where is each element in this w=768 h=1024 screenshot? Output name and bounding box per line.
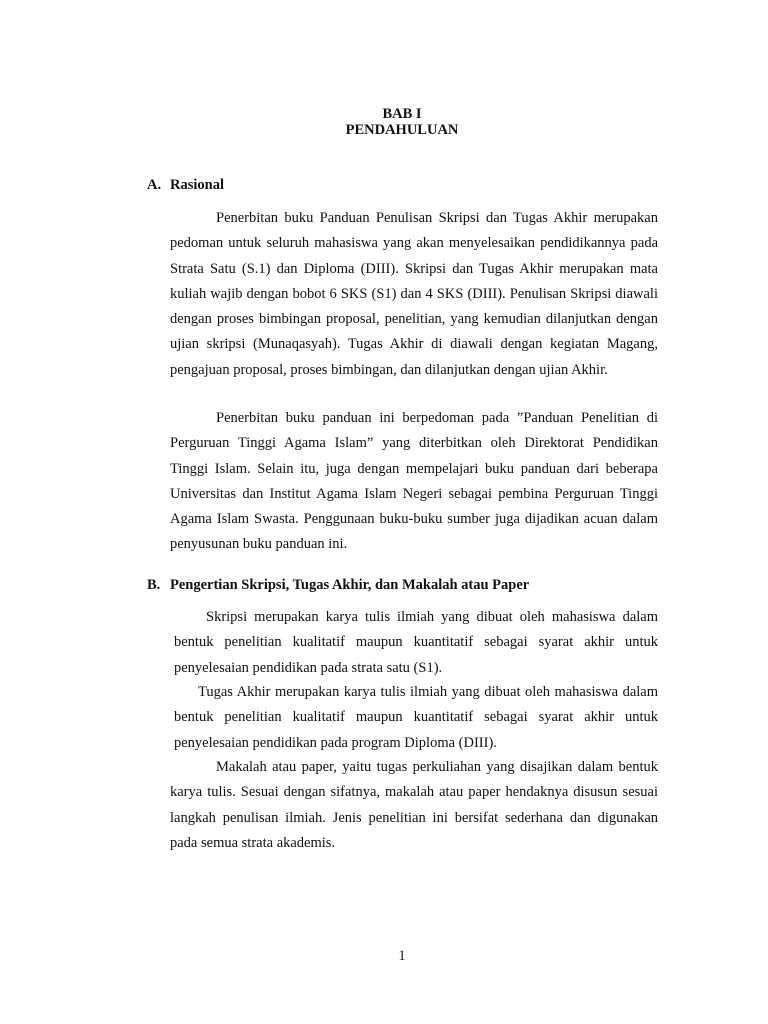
paragraph: Makalah atau paper, yaitu tugas perkuliahan yang disajikan dalam bentuk karya tulis. Sesuai dengan sifatnya, makalah atau paper hendaknya disusun sesuai langkah penulisan ilmiah. Jenis penelitian ini bersifat sederhana dan digunakan pada semua strata akademis. [170, 759, 658, 851]
paragraph: Tugas Akhir merupakan karya tulis ilmiah yang dibuat oleh mahasiswa dalam bentuk penelitian kualitatif maupun kuantitatif sebagai syarat akhir untuk penyelesaian pendidikan pada program Diploma (DIII). [174, 684, 658, 751]
paragraph: Skripsi merupakan karya tulis ilmiah yang dibuat oleh mahasiswa dalam bentuk penelitian kualitatif maupun kuantitatif sebagai syarat akhir untuk penyelesaian pendidikan pada strata satu (S1). [174, 609, 658, 676]
section-number: A. [147, 177, 162, 193]
chapter-title: PENDAHULUAN [345, 122, 459, 138]
section-number: B. [147, 577, 161, 593]
paragraph: Penerbitan buku Panduan Penulisan Skripsi dan Tugas Akhir merupakan pedoman untuk seluruh mahasiswa yang akan menyelesaikan pendidikannya pada Strata Satu (S.1) dan Diploma (DIII). Skripsi dan Tugas Akhir merupakan mata kuliah wajib dengan bobot 6 SKS (S1) dan 4 SKS (DIII). Penulisan Skripsi diawali dengan proses bimbingan proposal, penelitian, yang kemudian dilanjutkan dengan ujian skripsi (Munaqasyah). Tugas Akhir di diawali dengan kegiatan Magang, pengajuan proposal, proses bimbingan, dan dilanjutkan dengan ujian Akhir. [170, 210, 658, 378]
section-title: Pengertian Skripsi, Tugas Akhir, dan Makalah atau Paper [170, 577, 530, 593]
chapter-label: BAB I [382, 106, 422, 122]
paragraph: Penerbitan buku panduan ini berpedoman pada ”Panduan Penelitian di Perguruan Tinggi Agama Islam” yang diterbitkan oleh Direktorat Pendidikan Tinggi Islam. Selain itu, juga dengan mempelajari buku panduan dari beberapa Universitas dan Institut Agama Islam Negeri sebagai pembina Perguruan Tinggi Agama Islam Swasta. Penggunaan buku-buku sumber juga dijadikan acuan dalam penyusunan buku panduan ini. [170, 410, 658, 553]
section-heading-pengertian [147, 577, 529, 594]
page-number: 1 [398, 948, 406, 964]
section-title: Rasional [170, 177, 224, 193]
section-heading-rasional [147, 177, 224, 194]
